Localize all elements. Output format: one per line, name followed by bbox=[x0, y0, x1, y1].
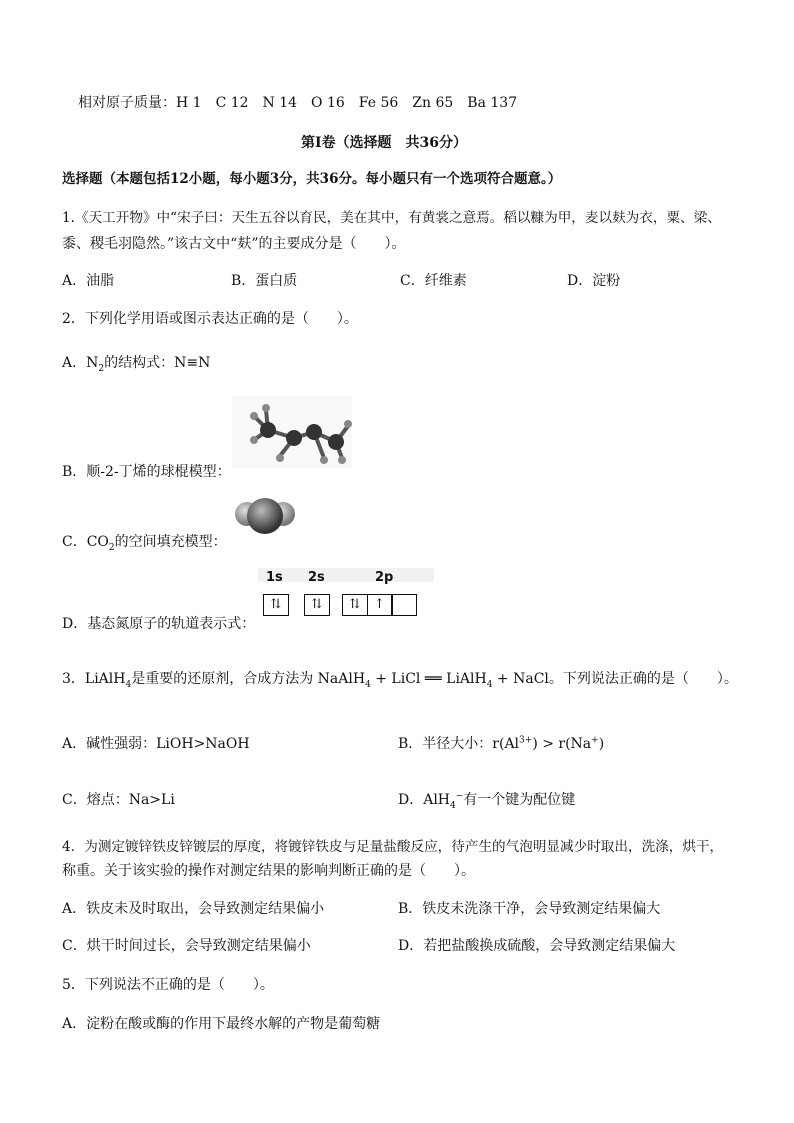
q3-sub1: 4 bbox=[125, 679, 132, 690]
q4-line1: 4．为测定镀锌铁皮锌镀层的厚度，将镀锌铁皮与足量盐酸反应，待产生的气泡明显减少时取出，洗涤，烘干， bbox=[62, 839, 724, 855]
q3-b-prefix: B．半径大小：r(Al bbox=[398, 736, 520, 752]
q2-option-a bbox=[62, 352, 210, 374]
q3-stem-eq: + LiCl ══ LiAlH bbox=[370, 671, 487, 687]
orbital-box-2p-1: ⇅ bbox=[342, 594, 368, 616]
orbital-label-1s: 1s bbox=[266, 570, 283, 585]
q3-sub3: 4 bbox=[486, 679, 493, 690]
q3-sub2: 4 bbox=[365, 679, 371, 690]
q3-b-mid: ) > r(Na bbox=[532, 736, 592, 752]
orbital-box-2s: ⇅ bbox=[304, 594, 330, 616]
section-title: 第Ⅰ卷（选择题 共36分） bbox=[301, 135, 468, 151]
q4-option-a: A．铁皮未及时取出，会导致测定结果偏小 bbox=[62, 901, 325, 917]
q3-b-sup2: + bbox=[591, 735, 599, 746]
q1-line1: 1.《天工开物》中“宋子曰：天生五谷以育民，美在其中，有黄裳之意焉。稻以糠为甲，麦以麸为衣，粟、梁、 bbox=[62, 210, 721, 226]
q3-stem-start: 3．LiAlH bbox=[62, 671, 126, 687]
q1-option-c: C．纤维素 bbox=[400, 273, 467, 289]
q4-option-c: C．烘干时间过长，会导致测定结果偏小 bbox=[62, 938, 311, 954]
q3-option-b bbox=[398, 733, 604, 753]
q2-option-c bbox=[62, 531, 227, 553]
q2-option-b: B．顺-2-丁烯的球棍模型： bbox=[62, 464, 231, 480]
q4-option-d: D．若把盐酸换成硫酸，会导致测定结果偏大 bbox=[398, 938, 676, 954]
q1-option-d: D．淀粉 bbox=[567, 273, 621, 289]
instructions: 选择题（本题包括12小题，每小题3分，共36分。每小题只有一个选项符合题意。） bbox=[62, 171, 562, 187]
q2-a-prefix: A．N bbox=[62, 355, 99, 371]
q3-d-suffix: 有一个键为配位键 bbox=[463, 792, 576, 808]
co2-space-filling-model bbox=[232, 492, 298, 540]
q2-c-prefix: C．CO bbox=[62, 534, 109, 550]
q3-d-prefix: D．AlH bbox=[398, 792, 451, 808]
orbital-label-2p: 2p bbox=[375, 570, 394, 585]
q3-d-sub: 4 bbox=[450, 800, 456, 811]
q3-stem bbox=[62, 668, 738, 690]
q2-c-suffix: 的空间填充模型： bbox=[114, 534, 227, 550]
q4-option-b: B．铁皮未洗涤干净，会导致测定结果偏大 bbox=[398, 901, 661, 917]
q3-d-sup: − bbox=[455, 791, 464, 802]
q3-option-d bbox=[398, 789, 575, 811]
orbital-box-1s: ⇅ bbox=[263, 594, 289, 616]
q5-stem: 5．下列说法不正确的是（ ）。 bbox=[62, 977, 274, 993]
q3-option-c: C．熔点：Na>Li bbox=[62, 792, 175, 808]
orbital-box-2p-3 bbox=[391, 594, 417, 616]
q2-stem: 2．下列化学用语或图示表达正确的是（ ）。 bbox=[62, 311, 358, 327]
orbital-box-2p-2: ↑ bbox=[367, 594, 393, 616]
q3-stem-mid: 是重要的还原剂，合成方法为 NaAlH bbox=[131, 671, 366, 687]
q1-option-a: A．油脂 bbox=[62, 273, 115, 289]
q2-c-sub: 2 bbox=[108, 542, 115, 553]
q3-option-a: A．碱性强弱：LiOH>NaOH bbox=[62, 736, 250, 752]
q1-line2: 黍、稷毛羽隐然。”该古文中“麸”的主要成分是（ ）。 bbox=[62, 236, 406, 252]
q4-line2: 称重。关于该实验的操作对测定结果的影响判断正确的是（ ）。 bbox=[62, 863, 475, 879]
q5-option-a: A．淀粉在酸或酶的作用下最终水解的产物是葡萄糖 bbox=[62, 1016, 381, 1032]
orbital-diagram-background bbox=[258, 568, 434, 582]
q2-option-d: D．基态氮原子的轨道表示式： bbox=[62, 616, 256, 632]
q3-b-end: ) bbox=[598, 736, 605, 752]
q2-a-suffix: 的结构式：N≡N bbox=[104, 355, 211, 371]
cis-2-butene-ball-stick-model bbox=[232, 396, 352, 468]
nitrogen-orbital-diagram bbox=[258, 568, 434, 620]
q2-a-sub: 2 bbox=[98, 363, 105, 374]
q3-stem-end: + NaCl。下列说法正确的是（ ）。 bbox=[492, 671, 738, 687]
atomic-masses: 相对原子质量：H 1 C 12 N 14 O 16 Fe 56 Zn 65 Ba 137 bbox=[78, 95, 518, 111]
orbital-label-2s: 2s bbox=[308, 570, 325, 585]
q1-option-b: B．蛋白质 bbox=[231, 273, 298, 289]
q3-b-sup1: 3+ bbox=[519, 735, 533, 746]
